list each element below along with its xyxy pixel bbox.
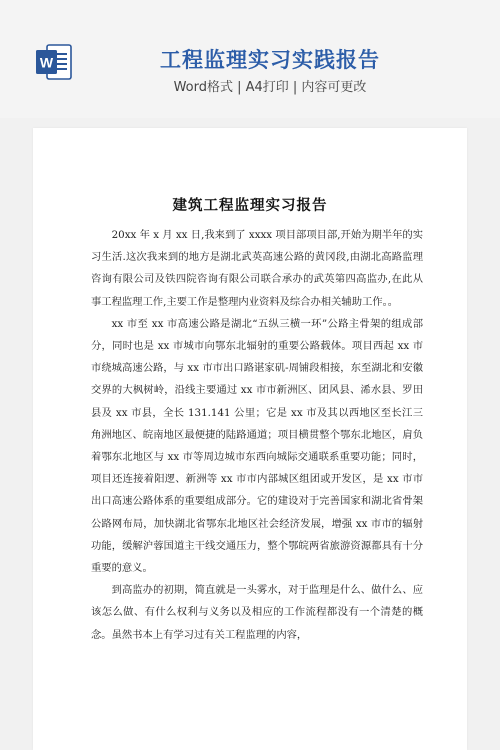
- document-title: 建筑工程监理实习报告: [172, 197, 328, 214]
- paragraph: 20xx 年 x 月 xx 日,我来到了 xxxx 项目部项目部,开始为期半年的实习生活.这次我来到的地方是湖北武英高速公路的黄冈段,由湖北高路监理咨询有限公司及铁四院咨询有限公司联合承办的武英第四高监办,在此从事工程监理工作,主要工作是整理内业资料及综合办相关辅助工作。。: [91, 229, 423, 308]
- word-icon-letter: W: [39, 54, 54, 71]
- word-document-icon: [34, 42, 74, 82]
- document-page: [33, 128, 467, 750]
- paragraph: xx 市至 xx 市高速公路是湖北“五纵三横一环”公路主骨架的组成部分，同时也是 xx 市城市向鄂东北辐射的重要公路载体。项目西起 xx 市市绕城高速公路，与 xx 市市出口路谌家矶-周铺段相接，东至湖北和安徽交界的大枫树岭，沿线主要通过 xx 市市新洲区、团风县、浠水县、罗田县及 xx 市县，全长 131.141 公里；它是 xx 市及其以西地区至长江三角洲地区、皖南地区最便捷的陆路通道；项目横贯整个鄂东北地区，肩负着鄂东北地区与 xx 市等周边城市东西向城际交通联系重要功能；同时，项目还连接着阳逻、新洲等 xx 市市内部城区组团或开发区，是 xx 市市出口高速公路体系的重要组成部分。它的建设对于完善国家和湖北省骨架公路网布局，加快湖北省鄂东北地区社会经济发展，增强 xx 市市的辐射功能，缓解沪蓉国道主干线交通压力，整个鄂皖两省旅游资源都具有十分重要的意义。: [91, 317, 423, 575]
- document-body: [91, 224, 423, 646]
- paragraph: 到高监办的初期，简直就是一头雾水，对于监理是什么、做什么、应该怎么做、有什么权利与义务以及相应的工作流程都没有一个清楚的概念。虽然书本上有学习过有关工程监理的内容，: [91, 584, 423, 641]
- page-header: [0, 0, 500, 118]
- page-title: 工程监理实习实践报告: [160, 48, 380, 72]
- page-subtitle: Word格式 | A4打印 | 内容可更改: [173, 80, 367, 95]
